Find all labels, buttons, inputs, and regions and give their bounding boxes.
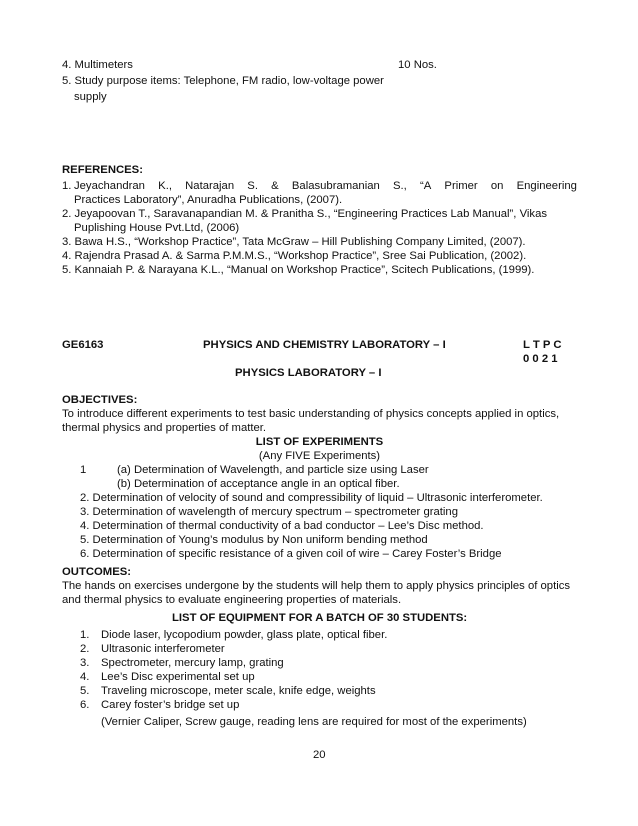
equipment-heading: LIST OF EQUIPMENT FOR A BATCH OF 30 STUDENTS:: [172, 612, 468, 624]
objectives-line1: To introduce different experiments to test basic understanding of physics concepts applied in optics,: [62, 408, 560, 420]
multimeters-qty: 10 Nos.: [398, 59, 437, 71]
equipment-item-number: 6.: [80, 699, 90, 711]
experiments-subheading: (Any FIVE Experiments): [258, 450, 381, 462]
course-subtitle: PHYSICS LABORATORY – I: [235, 367, 382, 379]
equipment-item: Ultrasonic interferometer: [101, 643, 225, 655]
objectives-line2: thermal physics and properties of matter.: [62, 422, 267, 434]
experiment-5: 5. Determination of Young’s modulus by Non uniform bending method: [80, 534, 428, 546]
equipment-item: Traveling microscope, meter scale, knife edge, weights: [101, 685, 376, 697]
experiment-1b: (b) Determination of acceptance angle in an optical fiber.: [117, 478, 400, 490]
outcomes-line2: and thermal physics to evaluate engineering properties of materials.: [62, 594, 402, 606]
reference-1-line1: Jeyachandran K., Natarajan S. & Balasubramanian S., “A Primer on Engineering: [74, 180, 577, 192]
experiment-3: 3. Determination of wavelength of mercury spectrum – spectrometer grating: [80, 506, 458, 518]
references-heading: REFERENCES:: [62, 164, 143, 176]
ltpc-labels: L T P C: [523, 339, 562, 351]
objectives-heading: OBJECTIVES:: [62, 394, 138, 406]
experiments-heading: LIST OF EXPERIMENTS: [255, 436, 384, 448]
equipment-item: Spectrometer, mercury lamp, grating: [101, 657, 284, 669]
course-title: PHYSICS AND CHEMISTRY LABORATORY – I: [203, 339, 446, 351]
reference-2-line1: 2. Jeyapoovan T., Saravanapandian M. & Pranitha S., “Engineering Practices Lab Manual”, Vikas: [62, 208, 548, 220]
reference-2-line2: Puplishing House Pvt.Ltd, (2006): [74, 222, 240, 234]
reference-1-number: 1.: [62, 180, 72, 192]
outcomes-line1: The hands on exercises undergone by the students will help them to apply physics principles of optics: [62, 580, 571, 592]
equipment-item-number: 4.: [80, 671, 90, 683]
ltpc-values: 0 0 2 1: [523, 353, 558, 365]
experiment-4: 4. Determination of thermal conductivity of a bad conductor – Lee’s Disc method.: [80, 520, 484, 532]
reference-4: 4. Rajendra Prasad A. & Sarma P.M.M.S., “Workshop Practice”, Sree Sai Publication, (2002).: [62, 250, 527, 262]
equipment-item-number: 1.: [80, 629, 90, 641]
course-code: GE6163: [62, 339, 104, 351]
page-number: 20: [313, 749, 326, 761]
equipment-item-number: 3.: [80, 657, 90, 669]
multimeters-item: 4. Multimeters: [62, 59, 133, 71]
equipment-item: Lee’s Disc experimental set up: [101, 671, 255, 683]
equipment-item-number: 5.: [80, 685, 90, 697]
reference-3: 3. Bawa H.S., “Workshop Practice”, Tata McGraw – Hill Publishing Company Limited, (2007).: [62, 236, 526, 248]
reference-5: 5. Kannaiah P. & Narayana K.L., “Manual on Workshop Practice”, Scitech Publications, (1999).: [62, 264, 535, 276]
equipment-item: Carey foster’s bridge set up: [101, 699, 240, 711]
reference-1-line2: Practices Laboratory”, Anuradha Publications, (2007).: [74, 194, 343, 206]
experiment-2: 2. Determination of velocity of sound and compressibility of liquid – Ultrasonic interferometer.: [80, 492, 543, 504]
experiment-1a: (a) Determination of Wavelength, and particle size using Laser: [117, 464, 429, 476]
equipment-item: Diode laser, lycopodium powder, glass plate, optical fiber.: [101, 629, 388, 641]
experiment-6: 6. Determination of specific resistance of a given coil of wire – Carey Foster’s Bridge: [80, 548, 502, 560]
equipment-note: (Vernier Caliper, Screw gauge, reading lens are required for most of the experiments): [101, 716, 527, 728]
experiment-1-number: 1: [80, 464, 87, 476]
study-items-line1: 5. Study purpose items: Telephone, FM radio, low-voltage power: [62, 75, 384, 87]
study-items-line2: supply: [74, 91, 107, 103]
equipment-item-number: 2.: [80, 643, 90, 655]
outcomes-heading: OUTCOMES:: [62, 566, 132, 578]
